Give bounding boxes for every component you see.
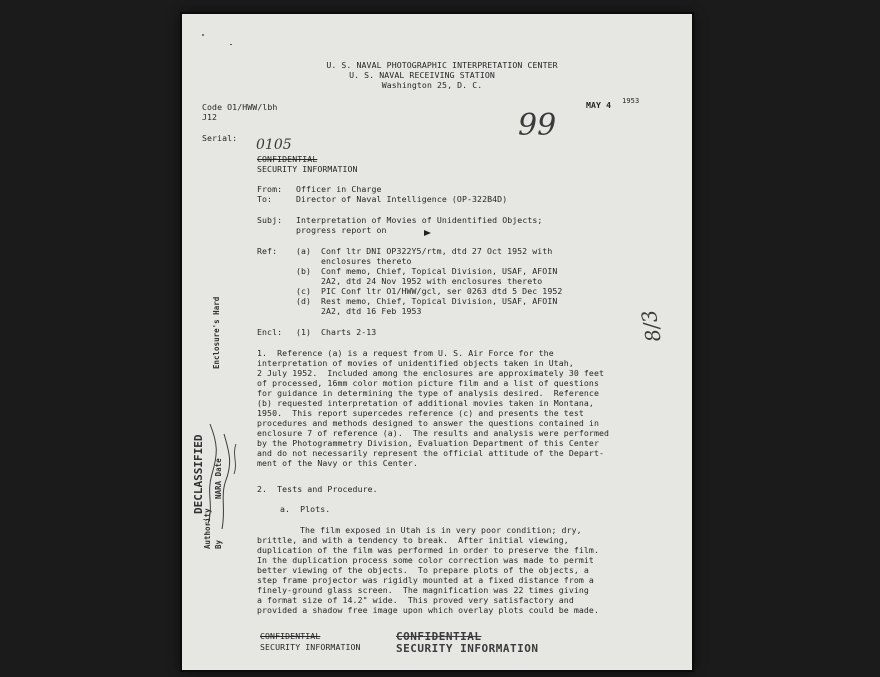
from-value: Officer in Charge xyxy=(296,184,382,194)
paragraph-1-line: and do not necessarily represent the official attitude of the Depart- xyxy=(257,448,605,458)
paragraph-1-line: ment of the Navy or this Center. xyxy=(257,458,418,468)
arrow-mark-icon xyxy=(424,230,431,236)
paragraph-1-line: interpretation of movies of unidentified objects taken in Utah, xyxy=(257,358,574,368)
confidential-stamp: CONFIDENTIAL xyxy=(396,630,482,643)
declassified-authority-label: Authority xyxy=(203,508,212,549)
code-line-1: Code O1/HWW/lbh xyxy=(202,102,278,112)
date-stamp-year: 1953 xyxy=(622,97,640,105)
ref-c-mark: (c) xyxy=(296,286,312,296)
from-label: From: xyxy=(257,184,283,194)
ref-c-line-1: PIC Conf ltr O1/HWW/gcl, ser 0263 dtd 5 Dec 1952 xyxy=(321,286,563,296)
paragraph-2-line: a format size of 14.2" wide. This proved very satisfactory and xyxy=(257,595,574,605)
paragraph-1-line: by the Photogrammetry Division, Evaluation Department of this Center xyxy=(257,438,599,448)
classification-bottom-struck: CONFIDENTIAL xyxy=(260,631,321,641)
ref-d-line-2: 2A2, dtd 16 Feb 1953 xyxy=(321,306,422,316)
declassified-by-label: By xyxy=(214,539,223,549)
references-label: Ref: xyxy=(257,246,278,256)
subject-line-2: progress report on xyxy=(296,225,387,235)
enclosure-label: Encl: xyxy=(257,327,283,337)
code-line-2: J12 xyxy=(202,112,218,122)
serial-label: Serial: xyxy=(202,133,238,143)
paragraph-2-line: In the duplication process some color correction was made to permit xyxy=(257,555,594,565)
section-2-heading: 2. Tests and Procedure. xyxy=(257,484,378,494)
ref-a-mark: (a) xyxy=(296,246,312,256)
ref-a-line-1: Conf ltr DNI OP322Y5/rtm, dtd 27 Oct 1952 with xyxy=(321,246,553,256)
ref-d-mark: (d) xyxy=(296,296,312,306)
paragraph-2-line: step frame projector was rigidly mounted at a fixed distance from a xyxy=(257,575,594,585)
ref-d-line-1: Rest memo, Chief, Topical Division, USAF, AFOIN xyxy=(321,296,558,306)
paragraph-2-line: duplication of the film was performed in order to preserve the film. xyxy=(257,545,599,555)
paragraph-1-line: 2 July 1952. Included among the enclosures are approximately 30 feet xyxy=(257,368,605,378)
header-line-1: U. S. NAVAL PHOTOGRAPHIC INTERPRETATION CENTER xyxy=(326,60,558,70)
paragraph-1-line: 1950. This report supercedes reference (c) and presents the test xyxy=(257,408,584,418)
paragraph-1-line: (b) requested interpretation of additional movies taken in Montana, xyxy=(257,398,594,408)
paragraph-2-line: finely-ground glass screen. The magnification was 22 times giving xyxy=(257,585,589,595)
header-line-2: U. S. NAVAL RECEIVING STATION xyxy=(349,70,495,80)
subject-label: Subj: xyxy=(257,215,283,225)
margin-handwritten-note: 8/3 xyxy=(636,308,666,344)
date-stamp-day: MAY 4 xyxy=(586,100,612,110)
paragraph-1-line: enclosure 7 of reference (a). The results and analysis were performed xyxy=(257,428,610,438)
paragraph-2-line: The film exposed in Utah is in very poor condition; dry, xyxy=(300,525,582,535)
declassified-stamp-title: DECLASSIFIED xyxy=(192,434,205,514)
speck xyxy=(202,34,204,36)
paragraph-2-line: brittle, and with a tendency to break. After initial viewing, xyxy=(257,535,569,545)
paragraph-1-line: of processed, 16mm color motion picture film and a list of questions xyxy=(257,378,599,388)
ref-a-line-2: enclosures thereto xyxy=(321,256,412,266)
security-stamp: SECURITY INFORMATION xyxy=(396,642,539,655)
enclosure-mark: (1) xyxy=(296,327,312,337)
speck xyxy=(230,44,232,45)
handwritten-number: 99 xyxy=(518,108,557,143)
section-2a-heading: a. Plots. xyxy=(280,504,331,514)
classification-bottom: SECURITY INFORMATION xyxy=(260,642,361,652)
declassified-handwritten-line: Enclosure's Hard xyxy=(212,296,221,369)
document-page xyxy=(182,14,692,670)
paragraph-1-line: procedures and methods designed to answer the questions contained in xyxy=(257,418,599,428)
ref-b-line-2: 2A2, dtd 24 Nov 1952 with enclosures thereto xyxy=(321,276,543,286)
classification-top: SECURITY INFORMATION xyxy=(257,164,358,174)
classification-top-struck: CONFIDENTIAL xyxy=(257,154,318,164)
to-value: Director of Naval Intelligence (OP-322B4D) xyxy=(296,194,508,204)
header-line-3: Washington 25, D. C. xyxy=(381,80,483,90)
ref-b-line-1: Conf memo, Chief, Topical Division, USAF, AFOIN xyxy=(321,266,558,276)
declassified-signature-scribble xyxy=(200,414,240,534)
subject-line-1: Interpretation of Movies of Unidentified Objects; xyxy=(296,215,543,225)
declassified-nara-label: NARA Date xyxy=(214,458,223,499)
paragraph-1-line: for guidance in determining the type of analysis desired. Reference xyxy=(257,388,599,398)
enclosure-value: Charts 2-13 xyxy=(321,327,377,337)
paragraph-1-line: 1. Reference (a) is a request from U. S. Air Force for the xyxy=(257,348,554,358)
ref-b-mark: (b) xyxy=(296,266,312,276)
serial-number: 0105 xyxy=(256,137,292,153)
to-label: To: xyxy=(257,194,273,204)
paragraph-2-line: better viewing of the objects. To prepare plots of the objects, a xyxy=(257,565,589,575)
paragraph-2-line: provided a shadow free image upon which overlay plots could be made. xyxy=(257,605,599,615)
